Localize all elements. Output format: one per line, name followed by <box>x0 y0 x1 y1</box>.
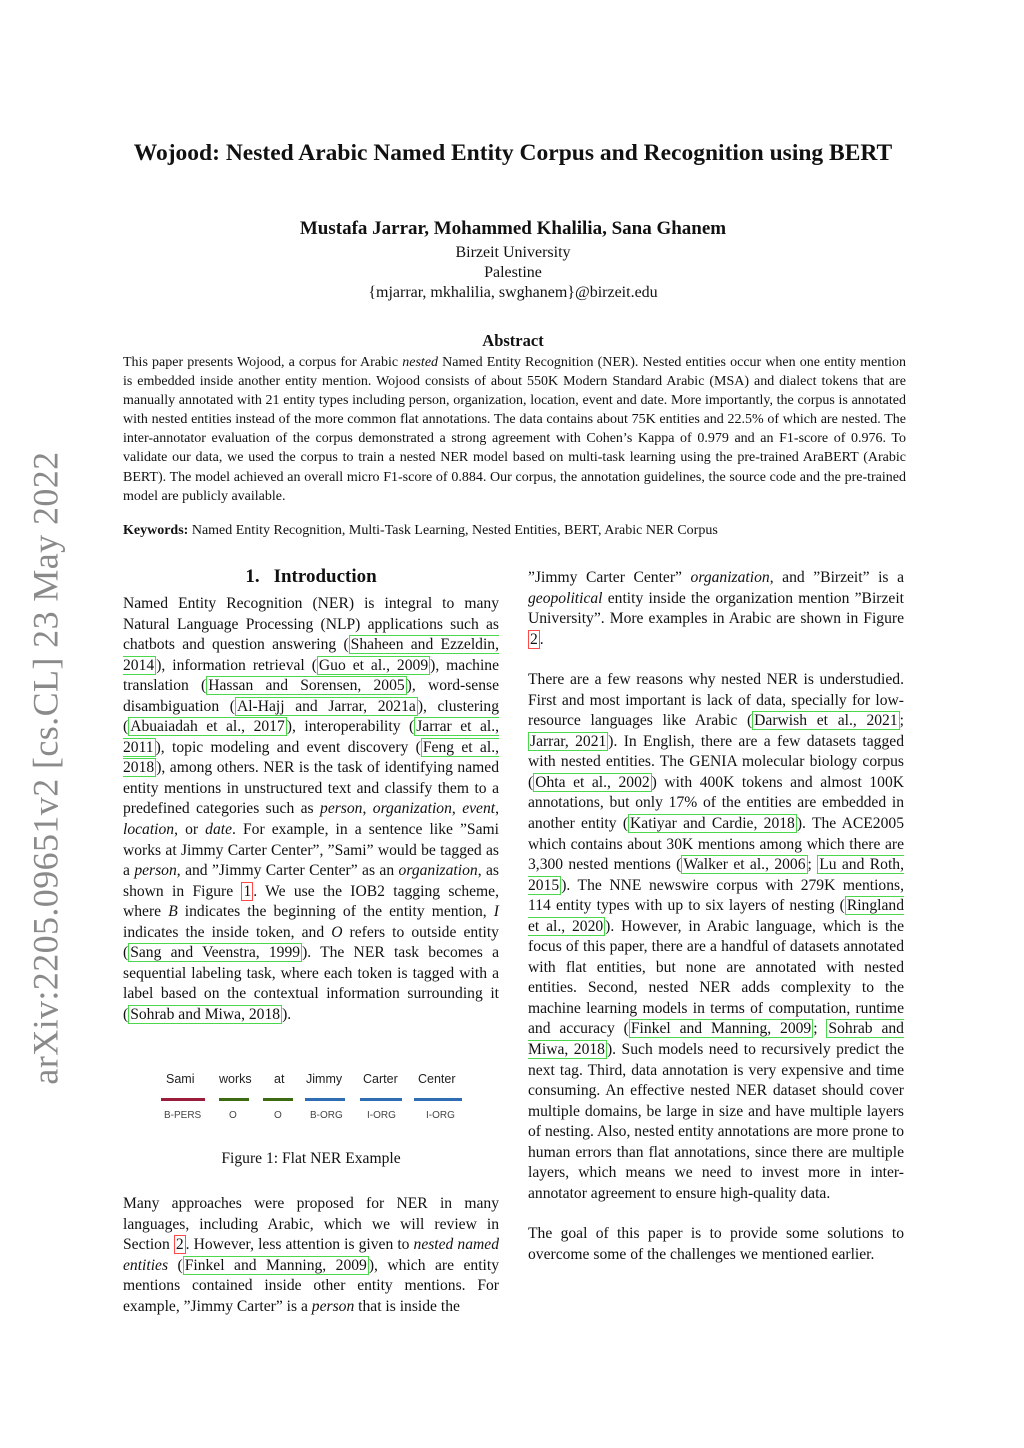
ner-tag-bar <box>161 1098 205 1101</box>
ner-token: works <box>219 1072 252 1086</box>
arxiv-id: arXiv:2205.09651v2 [cs.CL] 23 May 2022 <box>26 451 66 1085</box>
ner-tag-label: O <box>229 1110 237 1121</box>
ner-tag-bar <box>305 1098 345 1101</box>
keywords <box>123 523 906 539</box>
citation-link[interactable]: Feng et al., 2018 <box>123 738 499 777</box>
right-column <box>528 568 904 1266</box>
ner-tag-bar <box>263 1098 293 1101</box>
citation-link[interactable]: Al-Hajj and Jarrar, 2021a <box>236 697 416 715</box>
ner-tag-label: B-ORG <box>310 1110 343 1121</box>
intro-paragraph-3: ”Jimmy Carter Center” organization, and ”Birzeit” is a geopolitical entity inside the organization mention ”Birzeit University”. More examples in Arabic are shown in Figure 2 . <box>528 569 904 648</box>
figure-ref-link[interactable]: 2 <box>530 630 538 648</box>
keywords-label: Keywords: <box>123 523 189 538</box>
intro-paragraph-1: Named Entity Recognition (NER) is integral to many Natural Language Processing (NLP) applications such as chatbots and question answering ( Shaheen and Ezzeldin, 2014 ), information retrieval ( Guo et al., 2009 ), machine translation ( Hassan and Sorensen, 2005 ), word-sense disambiguation ( Al-Hajj and Jarrar, 2021a ), clustering ( Abuaiadah et al., 2017 ), interoperability ( Jarrar et al., 2011 ), topic modeling and event discovery ( Feng et al., 2018 ), among others. NER is the task of identifying named entity mentions in unstructured text and classify them to a predefined categories such as person, organization, event, location, or date. For example, in a sentence like ”Sami works at Jimmy Carter Center”, ”Sami” would be tagged as a person, and ”Jimmy Carter Center” as an organization, as shown in Figure 1 . We use the IOB2 tagging scheme, where B indicates the beginning of the entity mention, I indicates the inside token, and O refers to outside entity ( Sang and Veenstra, 1999 ). The NER task becomes a sequential labeling task, where each token is tagged with a label based on the contextual information surrounding it ( Sohrab and Miwa, 2018 ). <box>123 595 500 1023</box>
intro-paragraph-2: Many approaches were proposed for NER in many languages, including Arabic, which we will review in Section 2 . However, less attention is given to nested named entities ( Finkel and Manning, 2009 ), which are entity mentions contained inside other entity mentions. For example, ”Jimmy Carter” is a person that is inside the <box>123 1195 499 1315</box>
citation-link[interactable]: Hassan and Sorensen, 2005 <box>208 677 405 695</box>
ner-token: at <box>274 1072 285 1086</box>
citation-link[interactable]: Lu and Roth, 2015 <box>528 856 904 894</box>
intro-paragraph-5: The goal of this paper is to provide some solutions to overcome some of the challenges we mentioned earlier. <box>528 1225 904 1263</box>
ner-token: Center <box>418 1072 456 1086</box>
ner-tag-bar <box>360 1098 402 1101</box>
ner-tag-label: I-ORG <box>426 1110 455 1121</box>
figure-ref-link[interactable]: 1 <box>243 882 252 900</box>
ner-tag-label: B-PERS <box>164 1110 202 1121</box>
citation-link[interactable]: Jarrar, 2021 <box>530 732 607 750</box>
arxiv-side-stamp <box>22 448 70 1088</box>
section-heading-introduction: 1. Introduction <box>245 566 377 587</box>
citation-link[interactable]: Abuaiadah et al., 2017 <box>130 718 285 736</box>
abstract-heading: Abstract <box>482 331 544 350</box>
citation-link[interactable]: Shaheen and Ezzeldin, 2014 <box>123 636 499 674</box>
paper-title: Wojood: Nested Arabic Named Entity Corpus and Recognition using BERT <box>133 140 893 166</box>
citation-link[interactable]: Finkel and Manning, 2009 <box>630 1020 812 1038</box>
left-column-continued <box>123 1194 499 1317</box>
ner-tag-bar <box>219 1098 249 1101</box>
ner-tag-bar <box>414 1098 462 1101</box>
citation-link[interactable]: Ringland et al., 2020 <box>528 897 904 935</box>
ner-token: Sami <box>166 1072 195 1086</box>
citation-link[interactable]: Guo et al., 2009 <box>318 656 429 674</box>
author-emails: {mjarrar, mkhalilia, swghanem}@birzeit.edu <box>368 284 658 301</box>
ner-token: Jimmy <box>306 1072 343 1086</box>
citation-link[interactable]: Darwish et al., 2021 <box>754 712 898 730</box>
affiliation-university: Birzeit University <box>455 244 571 261</box>
citation-link[interactable]: Ohta et al., 2002 <box>535 773 650 791</box>
affiliation-country: Palestine <box>484 264 542 281</box>
abstract-body: This paper presents Wojood, a corpus for Arabic nested Named Entity Recognition (NER). Nested entities occur when one entity mention is embedded inside another entity mention. Wojood consists of about 550K Modern Standard Arabic (MSA) and dialect tokens that are manually annotated with 21 entity types including person, organization, location, event and date. More importantly, the corpus is annotated with nested entities instead of the more common flat annotations. The data contains about 75K entities and 22.5% of which are nested. The inter-annotator evaluation of the corpus demonstrated a strong agreement with Cohen’s Kappa of 0.979 and an F1-score of 0.976. To validate our data, we used the corpus to train a nested NER model based on multi-task learning using the pre-trained AraBERT (Arabic BERT). The model achieved an overall micro F1-score of 0.884. Our corpus, the annotation guidelines, the source code and the pre-trained model are publicly available. <box>123 355 906 504</box>
keywords-text: Named Entity Recognition, Multi-Task Learning, Nested Entities, BERT, Arabic NER Corpus <box>188 523 718 538</box>
citation-link[interactable]: Katiyar and Cardie, 2018 <box>630 815 795 833</box>
figure-1-flat-ner <box>123 1070 499 1130</box>
citation-link[interactable]: Jarrar et al., 2011 <box>123 718 500 756</box>
author-list: Mustafa Jarrar, Mohammed Khalilia, Sana Ghanem <box>299 218 727 239</box>
citation-link[interactable]: Walker et al., 2006 <box>683 856 806 874</box>
intro-paragraph-4: There are a few reasons why nested NER is understudied. First and most important is lack of data, specially for low-resource languages like Arabic ( Darwish et al., 2021 ; Jarrar, 2021 ). In English, there are a few datasets tagged with nested entities. The GENIA molecular biology corpus ( Ohta et al., 2002 ) with 400K tokens and almost 100K annotations, but only 17% of the entities are embedded in another entity ( Katiyar and Cardie, 2018 ). The ACE2005 which contains about 30K mentions among which there are 3,300 nested mentions ( Walker et al., 2006 ; Lu and Roth, 2015 ). The NNE newswire corpus with 279K mentions, 114 entity types with up to six layers of nesting ( Ringland et al., 2020 ). However, in Arabic language, which is the focus of this paper, there are a handful of datasets annotated with flat entities, but none are annotated with nested entities. Second, nested NER adds complexity to the machine learning models in terms of computation, runtime and accuracy ( Finkel and Manning, 2009 ; Sohrab and Miwa, 2018 ). Such models need to recursively predict the next tag. Third, data annotation is very expensive and time consuming. An effective nested NER dataset should cover multiple domains, be large in size and have multiple layers of nesting. Also, nested entity annotations are more prone to human errors than flat annotations, since there are multiple layers, which means we need to invest more in inter-annotator agreement to ensure high-quality data. <box>528 671 905 1202</box>
citation-link[interactable]: Sang and Veenstra, 1999 <box>130 944 301 962</box>
section-ref-link[interactable]: 2 <box>175 1236 184 1254</box>
ner-tag-label: I-ORG <box>367 1110 396 1121</box>
left-column-intro <box>123 594 499 1025</box>
figure-1-caption: Figure 1: Flat NER Example <box>221 1150 401 1167</box>
citation-link[interactable]: Finkel and Manning, 2009 <box>184 1256 367 1274</box>
citation-link[interactable]: Sohrab and Miwa, 2018 <box>528 1020 904 1059</box>
citation-link[interactable]: Sohrab and Miwa, 2018 <box>130 1005 281 1023</box>
ner-tag-label: O <box>274 1110 282 1121</box>
ner-token: Carter <box>363 1072 398 1086</box>
